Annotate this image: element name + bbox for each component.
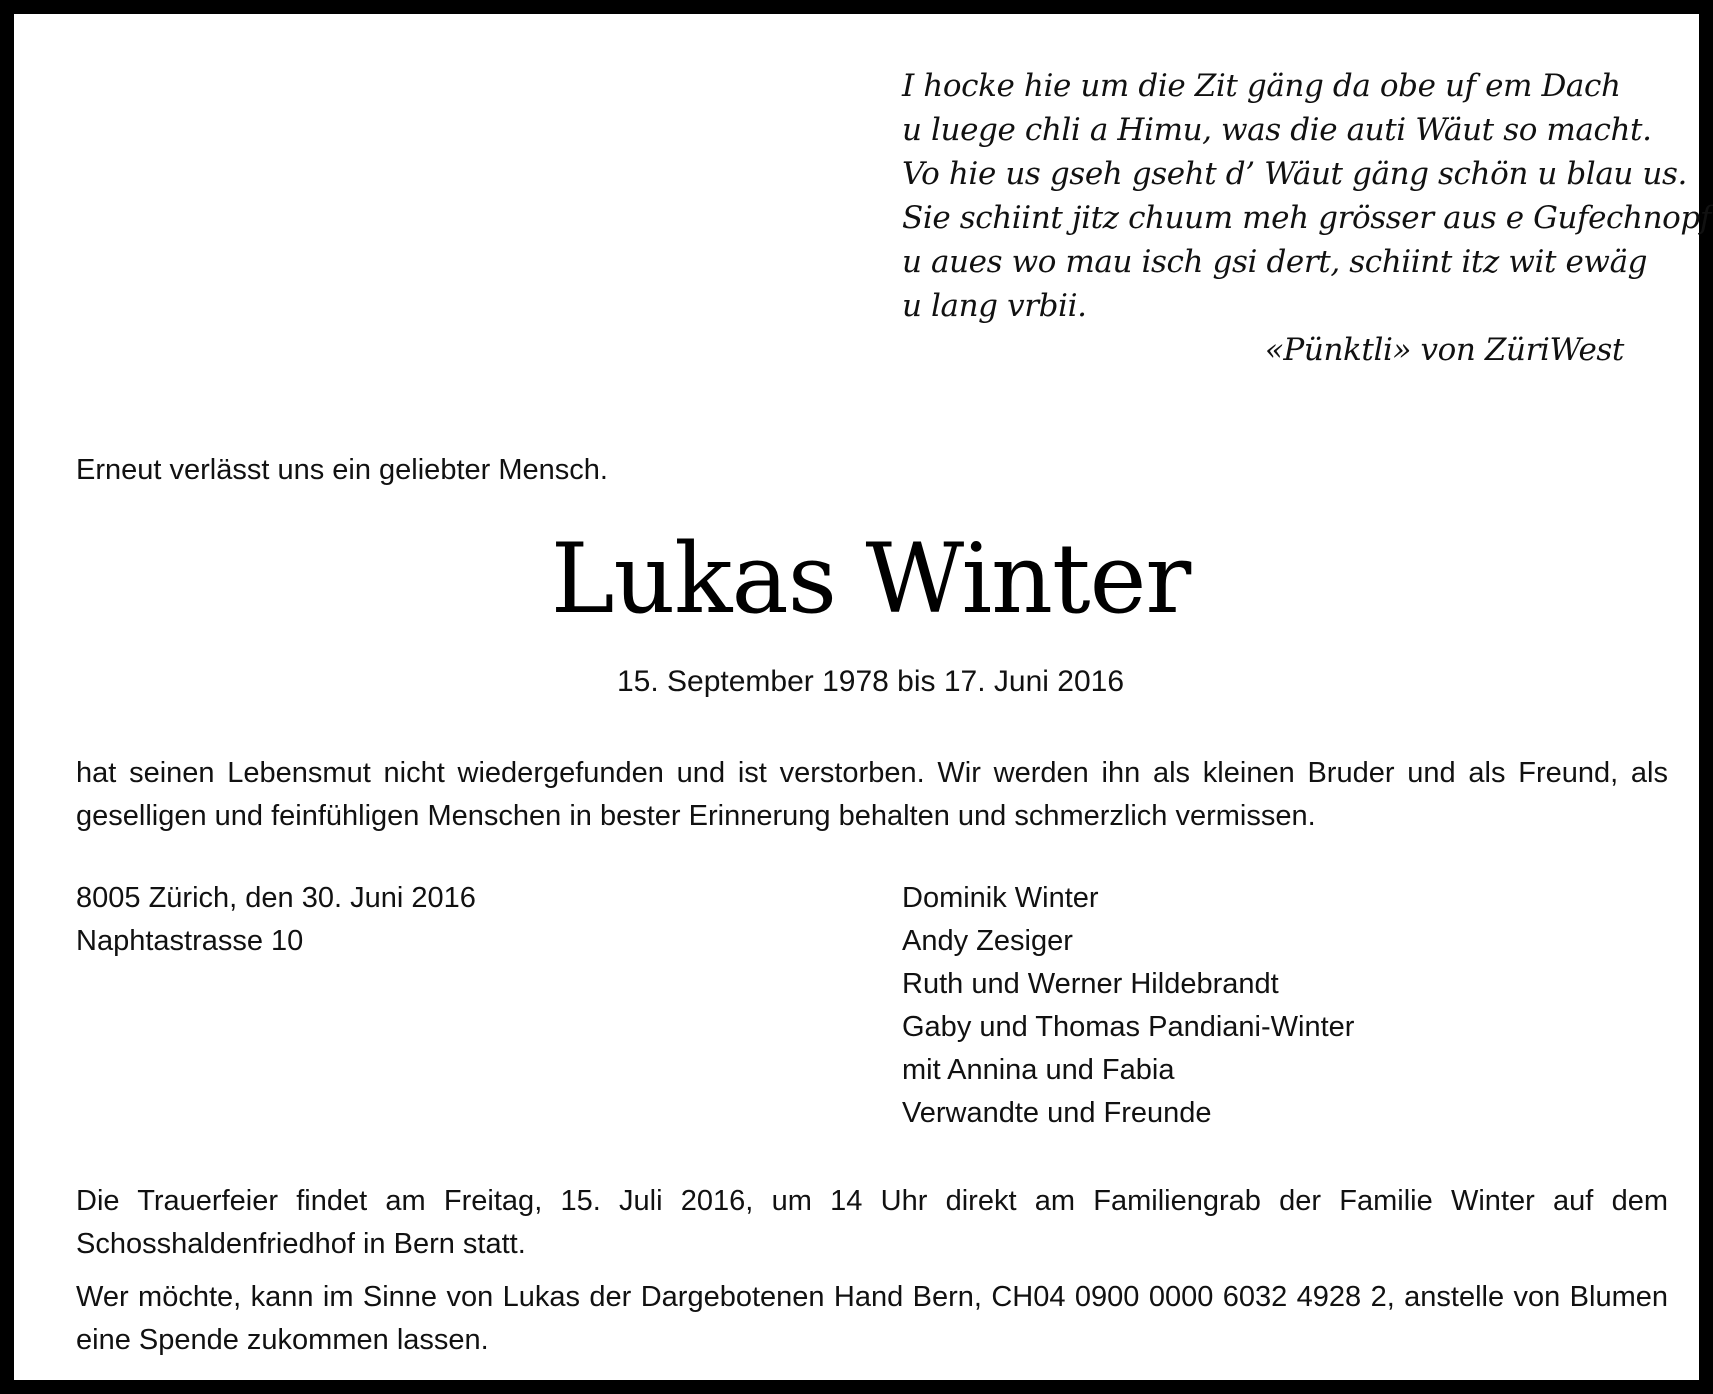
poem-line: Vo hie us gseh gseht d’ Wäut gäng schön u blau us. [902,156,1687,192]
deceased-name: Lukas Winter [550,523,1191,635]
mourner-name: Andy Zesiger [902,925,1073,957]
address-block [76,877,476,963]
mourner-name: Verwandte und Freunde [902,1097,1212,1129]
poem-line: u luege chli a Himu, was die auti Wäut so macht. [902,112,1652,148]
mourner-name: mit Annina und Fabia [902,1054,1175,1086]
life-dates: 15. September 1978 bis 17. Juni 2016 [616,665,1125,698]
message-paragraph: hat seinen Lebensmut nicht wiedergefunden und ist verstorben. Wir werden ihn als kleinen Bruder und als Freund, als geselligen und feinfühligen Menschen in bester Erinnerung behalten und schmerzlich vermissen. [76,757,1668,832]
mourner-name: Ruth und Werner Hildebrandt [902,968,1279,1000]
mourners-list [902,877,1354,1135]
place-date: 8005 Zürich, den 30. Juni 2016 [76,882,476,914]
poem-line: u lang vrbii. [902,288,1087,324]
donation-info: Wer möchte, kann im Sinne von Lukas der Dargebotenen Hand Bern, CH04 0900 0000 6032 4928 2, anstelle von Blumen eine Spende zukommen lassen. [76,1281,1668,1356]
mourner-name: Dominik Winter [902,882,1099,914]
funeral-info: Die Trauerfeier findet am Freitag, 15. Juli 2016, um 14 Uhr direkt am Familiengrab der Familie Winter auf dem Schosshaldenfriedhof in Bern statt. [76,1185,1668,1260]
poem-quote [902,64,1711,372]
mourner-name: Gaby und Thomas Pandiani-Winter [902,1011,1355,1043]
street-address: Naphtastrasse 10 [76,925,304,957]
poem-line: I hocke hie um die Zit gäng da obe uf em Dach [902,68,1621,104]
poem-line: u aues wo mau isch gsi dert, schiint itz wit ewäg [902,244,1648,280]
poem-source: «Pünktli» von ZüriWest [1264,332,1624,368]
poem-line: Sie schiint jitz chuum meh grösser aus e Gufechnopf [902,200,1711,236]
intro-text: Erneut verlässt uns ein geliebter Mensch. [76,454,608,486]
